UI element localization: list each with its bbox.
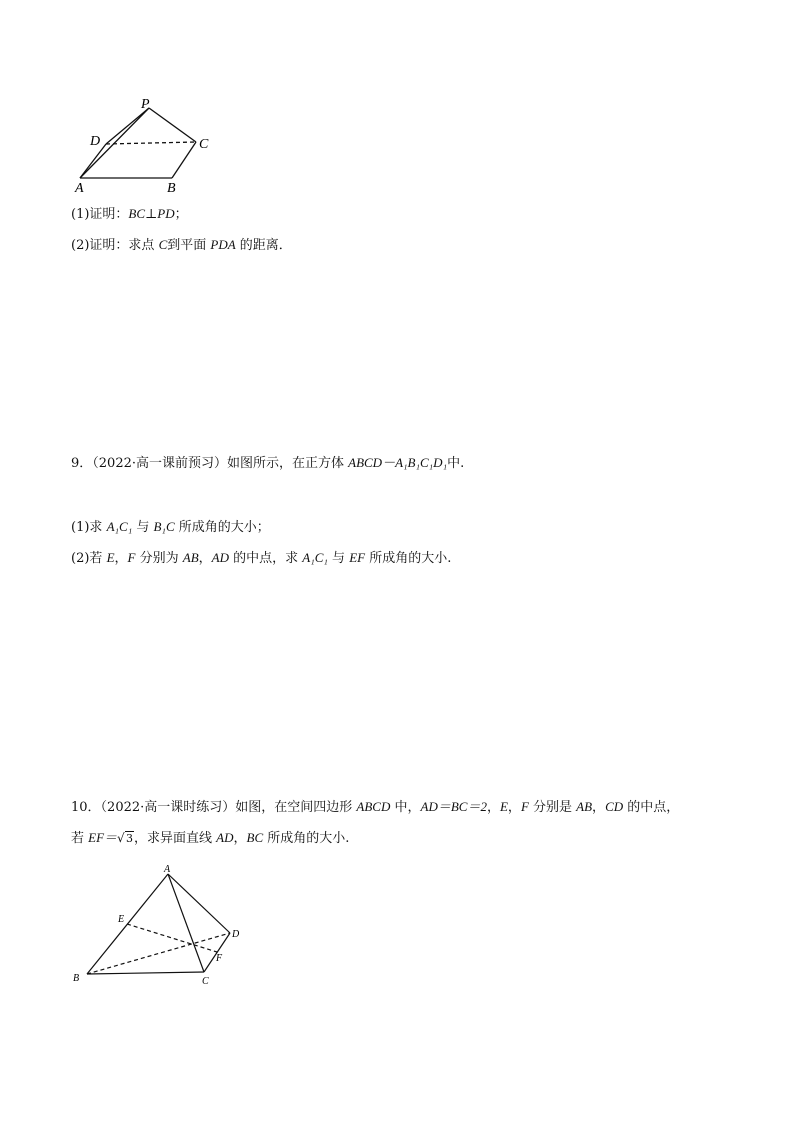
edge-dc-hidden xyxy=(106,142,196,144)
sqrt-radicand: 3 xyxy=(126,832,134,845)
q9-part2-a1c1: A₁C₁ xyxy=(302,550,328,565)
label-a: A xyxy=(164,864,171,875)
label-a: A xyxy=(75,181,84,195)
q10-line1-prefix: 10．（2022·高一课时练习）如图，在空间四边形 xyxy=(71,800,357,815)
segment-ef-hidden xyxy=(127,924,217,952)
q10-line2-mid: ，求异面直线 xyxy=(134,831,217,846)
q9-part2 xyxy=(71,548,451,569)
label-e: E xyxy=(118,914,125,925)
q10-line2-bc: BC xyxy=(246,830,264,845)
q8-part2-prefix: (2)证明：求点 xyxy=(71,238,159,253)
label-b: B xyxy=(167,181,176,195)
edge-pd xyxy=(106,108,149,144)
q10-line1-suffix: 的中点， xyxy=(623,800,680,815)
label-f: F xyxy=(216,953,223,964)
q9-header-suffix: 中. xyxy=(447,456,465,471)
sqrt-symbol xyxy=(117,829,134,849)
q10-line2-ad: AD xyxy=(216,830,234,845)
q8-part2-plane: PDA xyxy=(210,237,236,252)
q9-part1-line-b: B₁C xyxy=(153,519,175,534)
q10-line2 xyxy=(71,828,349,849)
pyramid-figure xyxy=(70,95,220,195)
q10-line1-ab: AB xyxy=(576,799,593,814)
q8-part1-prefix: (1)证明： xyxy=(71,207,129,222)
edge-ad xyxy=(168,874,230,933)
q9-part2-comma: ， xyxy=(114,551,128,566)
q8-part1-math: BC⊥PD xyxy=(128,206,175,221)
q9-cube-name: ABCD－A₁B₁C₁D₁ xyxy=(348,455,448,470)
q9-part2-mid1: 分别为 xyxy=(135,551,183,566)
q9-part2-mid3: 与 xyxy=(327,551,350,566)
q8-part2-suffix: 的距离． xyxy=(235,238,292,253)
q9-part2-mid2: 的中点，求 xyxy=(229,551,303,566)
label-p: P xyxy=(141,97,150,112)
label-c: C xyxy=(199,137,209,152)
q9-part2-comma2: ， xyxy=(198,551,212,566)
q9-part2-ab: AB xyxy=(182,550,199,565)
q9-part2-f: F xyxy=(127,550,136,565)
q8-part2-mid: 到平面 xyxy=(167,238,211,253)
q8-part1 xyxy=(71,204,188,225)
q9-part2-suffix: 所成角的大小. xyxy=(365,551,452,566)
q9-part1-mid: 与 xyxy=(132,520,154,535)
q10-line1-mid2: ， xyxy=(486,800,500,815)
q9-part2-ad: AD xyxy=(211,550,229,565)
label-d: D xyxy=(90,134,101,149)
q10-line1 xyxy=(71,797,679,818)
q10-line2-comma: ， xyxy=(233,831,247,846)
q8-part2 xyxy=(71,235,292,256)
q9-part2-prefix: (2)若 xyxy=(71,551,107,566)
q9-part2-ef: EF xyxy=(349,550,366,565)
q8-part1-suffix: ； xyxy=(174,207,188,222)
q10-line2-suffix: 所成角的大小. xyxy=(263,831,350,846)
q9-part1-suffix: 所成角的大小； xyxy=(174,520,270,535)
q8-part2-point: C xyxy=(158,237,168,252)
edge-bc xyxy=(172,142,196,178)
q10-quad-name: ABCD xyxy=(356,799,391,814)
q9-header xyxy=(71,453,464,474)
edge-ac xyxy=(168,874,204,972)
edge-ad xyxy=(80,144,106,178)
q10-line2-ef: EF＝ xyxy=(88,830,118,845)
q10-line2-prefix: 若 xyxy=(71,831,89,846)
q10-line1-comma2: ， xyxy=(592,800,606,815)
q9-header-prefix: 9．（2022·高一课前预习）如图所示，在正方体 xyxy=(71,456,349,471)
tetrahedron-figure xyxy=(70,860,260,990)
q10-line1-mid3: 分别是 xyxy=(528,800,577,815)
q10-line1-comma: ， xyxy=(507,800,521,815)
label-b: B xyxy=(73,973,80,984)
edge-bc xyxy=(87,972,204,974)
q10-equation: AD＝BC＝2 xyxy=(420,799,487,814)
q9-part1-prefix: (1)求 xyxy=(71,520,107,535)
q9-part2-e: E xyxy=(106,550,115,565)
q9-part1 xyxy=(71,517,270,538)
q10-line1-cd: CD xyxy=(605,799,624,814)
label-c: C xyxy=(202,976,209,987)
edge-pc xyxy=(149,108,196,142)
q9-part1-line-a: A₁C₁ xyxy=(106,519,133,534)
q10-line1-f: F xyxy=(520,799,529,814)
edge-bd-hidden xyxy=(87,933,230,974)
label-d: D xyxy=(232,929,240,940)
q10-line1-mid1: 中， xyxy=(390,800,421,815)
q10-line1-e: E xyxy=(499,799,508,814)
